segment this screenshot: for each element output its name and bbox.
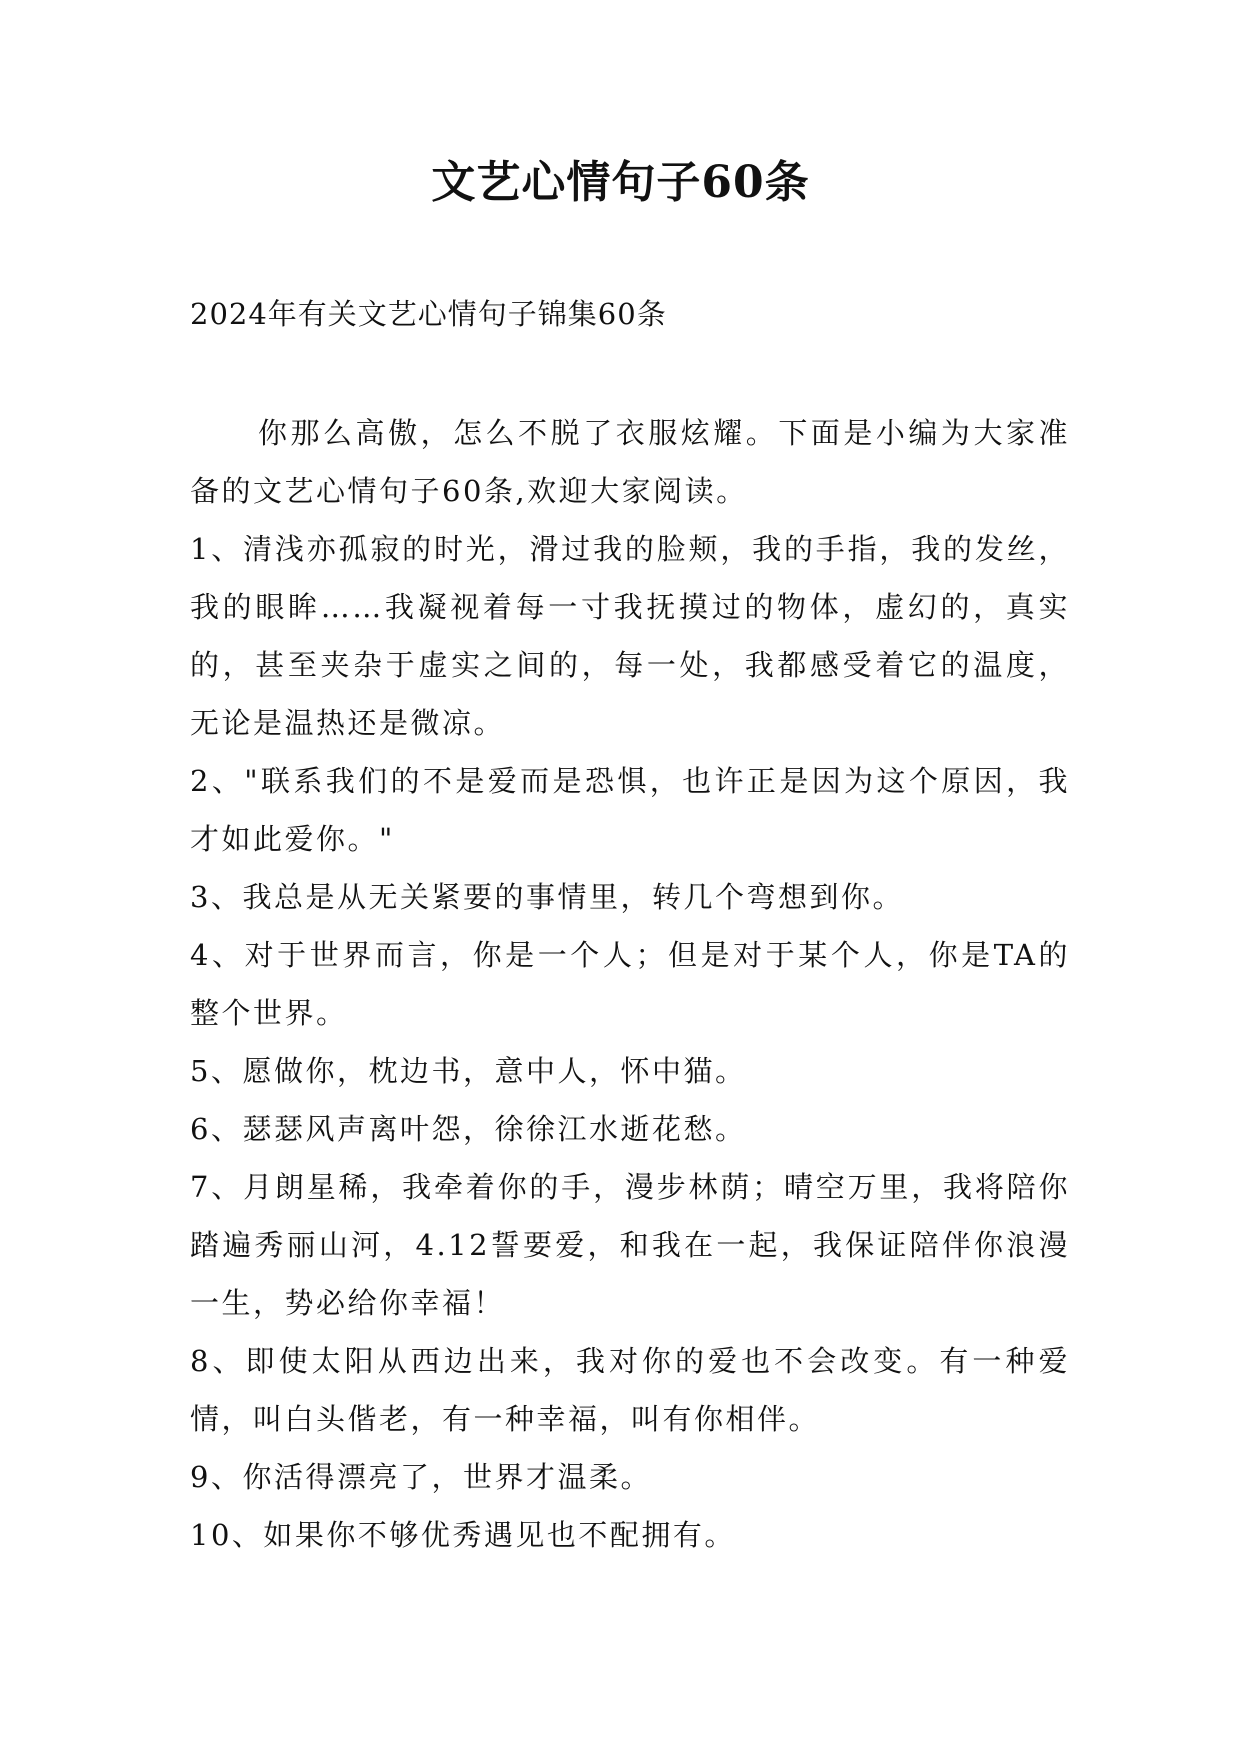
list-item: 3、我总是从无关紧要的事情里，转几个弯想到你。 xyxy=(190,880,904,914)
list-item: 5、愿做你，枕边书，意中人，怀中猫。 xyxy=(190,1054,747,1088)
list-item: 2、"联系我们的不是爱而是恐惧，也许正是因为这个原因，我才如此爱你。" xyxy=(190,764,1070,856)
list-item: 7、月朗星稀，我牵着你的手，漫步林荫；晴空万里，我将陪你踏遍秀丽山河，4.12誓要爱，和我在一起，我保证陪伴你浪漫一生，势必给你幸福！ xyxy=(190,1170,1070,1320)
intro-paragraph: 你那么高傲，怎么不脱了衣服炫耀。下面是小编为大家准备的文艺心情句子60条,欢迎大家阅读。 xyxy=(190,416,1070,508)
list-item: 1、清浅亦孤寂的时光，滑过我的脸颊，我的手指，我的发丝，我的眼眸……我凝视着每一寸我抚摸过的物体，虚幻的，真实的，甚至夹杂于虚实之间的，每一处，我都感受着它的温度，无论是温热还是微凉。 xyxy=(190,532,1070,740)
document-title: 文艺心情句子60条 xyxy=(431,157,810,208)
document-subtitle: 2024年有关文艺心情句子锦集60条 xyxy=(190,297,667,331)
document-body xyxy=(190,404,1070,1564)
list-item: 4、对于世界而言，你是一个人；但是对于某个人，你是TA的整个世界。 xyxy=(190,938,1070,1030)
list-item: 9、你活得漂亮了，世界才温柔。 xyxy=(190,1460,652,1494)
list-item: 10、如果你不够优秀遇见也不配拥有。 xyxy=(190,1518,736,1552)
list-item: 6、瑟瑟风声离叶怨，徐徐江水逝花愁。 xyxy=(190,1112,747,1146)
list-item: 8、即使太阳从西边出来，我对你的爱也不会改变。有一种爱情，叫白头偕老，有一种幸福，叫有你相伴。 xyxy=(190,1344,1070,1436)
